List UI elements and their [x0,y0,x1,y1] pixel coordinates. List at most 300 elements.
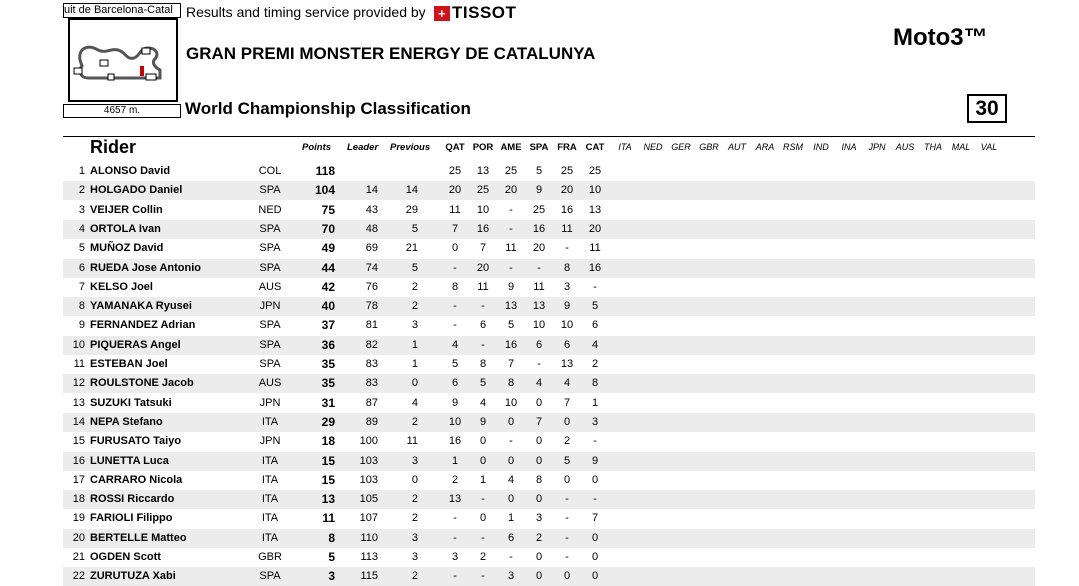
future-race-column-header: GBR [699,142,719,152]
leader-gap-cell: 76 [365,280,378,293]
future-race-column-header: MAL [951,142,971,152]
position-cell: 12 [72,377,85,390]
leader-gap-cell: 103 [359,454,378,467]
leader-gap-cell: 113 [360,551,378,563]
table-row [63,432,1035,451]
race-points-cell: 5 [507,319,515,332]
race-points-cell: 16 [448,435,462,448]
table-row [63,220,1035,239]
swiss-cross-icon: + [434,6,450,21]
race-points-cell: 3 [535,512,543,525]
race-points-cell: 2 [535,531,543,544]
race-points-cell: 2 [563,435,571,448]
rider-name-cell: FARIOLI Filippo [90,512,173,525]
position-cell: 20 [72,531,85,544]
table-row [63,316,1035,335]
race-points-cell: - [453,570,457,583]
rider-name-cell: ESTEBAN Joel [90,358,168,370]
points-column-header: Points [302,142,332,153]
points-cell: 118 [315,164,335,178]
table-row [63,413,1035,432]
race-points-cell: - [453,261,457,274]
race-points-cell: 2 [451,473,459,486]
race-points-cell: 20 [476,261,490,274]
table-row [63,355,1035,374]
race-points-cell: - [481,531,485,544]
race-points-cell: - [481,338,485,351]
race-points-cell: 13 [588,203,602,216]
race-points-cell: 4 [563,377,571,390]
race-points-cell: 4 [535,377,543,390]
points-cell: 35 [321,357,335,371]
race-points-cell: - [509,222,513,235]
points-cell: 49 [321,241,335,256]
nation-cell: JPN [259,435,281,448]
race-points-cell: 5 [535,165,543,177]
race-points-cell: 20 [588,222,602,235]
race-points-cell: 11 [561,222,573,235]
rider-name-cell: ALONSO David [90,165,171,177]
previous-gap-cell: 5 [411,222,418,235]
leader-gap-cell: 87 [365,396,378,409]
race-points-cell: 0 [535,493,543,506]
race-points-cell: 6 [479,319,487,332]
race-points-cell: 0 [479,512,487,525]
race-points-cell: 5 [479,377,487,390]
race-points-cell: 7 [591,512,599,525]
points-cell: 31 [321,395,335,410]
race-column-header: QAT [445,142,465,153]
race-points-cell: - [481,300,485,313]
race-points-cell: 9 [591,454,599,467]
race-points-cell: 1 [451,454,459,467]
table-row [63,548,1035,567]
race-points-cell: 1 [507,512,515,525]
previous-gap-cell: 11 [406,435,418,448]
rider-name-cell: FURUSATO Taiyo [90,435,182,448]
previous-gap-cell: 5 [411,261,418,274]
rider-name-cell: ORTOLA Ivan [90,222,161,235]
previous-gap-cell: 0 [411,377,418,390]
race-points-cell: - [593,435,597,448]
race-points-cell: - [565,551,569,563]
race-points-cell: 4 [591,338,599,351]
position-cell: 11 [73,358,85,370]
race-points-cell: 16 [476,222,490,235]
leader-column-header: Leader [347,142,379,153]
race-points-cell: 10 [476,203,490,216]
race-points-cell: 8 [535,473,543,486]
race-points-cell: 8 [451,280,459,293]
race-column-header: AME [500,142,522,153]
nation-cell: ITA [261,473,279,486]
race-points-cell: 6 [591,319,599,332]
race-points-cell: 0 [535,570,543,583]
section-title: World Championship Classification [185,99,471,118]
points-cell: 18 [321,434,335,449]
race-points-cell: 0 [591,570,599,583]
leader-gap-cell: 103 [359,473,378,486]
race-points-cell: 0 [591,551,599,563]
race-points-cell: - [565,531,569,544]
nation-cell: SPA [259,358,281,370]
table-row [63,259,1035,278]
race-points-cell: 0 [535,454,543,467]
nation-cell: GBR [258,551,282,563]
position-cell: 15 [72,435,85,448]
points-cell: 5 [328,550,335,564]
race-points-cell: 4 [451,338,459,351]
race-points-cell: 20 [560,184,574,197]
race-points-cell: 0 [563,570,571,583]
table-row [63,471,1035,490]
race-column-header: FRA [557,142,577,153]
position-cell: 17 [72,473,85,486]
previous-column-header: Previous [390,142,431,153]
table-row [63,162,1035,181]
rider-name-cell: ROSSI Riccardo [90,493,175,506]
race-points-cell: 10 [532,319,546,332]
position-cell: 16 [72,454,85,467]
points-cell: 11 [322,511,335,526]
rider-name-cell: ZURUTUZA Xabi [90,570,176,583]
race-points-cell: 0 [535,435,543,448]
nation-cell: ITA [261,531,279,544]
rider-name-cell: BERTELLE Matteo [90,531,187,544]
points-cell: 3 [328,569,335,584]
position-cell: 2 [78,184,85,197]
race-points-cell: 8 [507,377,515,390]
previous-gap-cell: 4 [411,396,418,409]
nation-cell: COL [258,165,282,177]
rider-name-cell: RUEDA Jose Antonio [90,261,202,274]
race-points-cell: - [481,570,485,583]
nation-cell: JPN [259,396,281,409]
race-points-cell: 7 [535,415,543,428]
leader-gap-cell: 43 [365,203,378,216]
points-cell: 42 [321,279,335,294]
rider-name-cell: KELSO Joel [90,280,153,293]
previous-gap-cell: 3 [411,551,418,563]
race-points-cell: 16 [588,261,602,274]
nation-cell: SPA [259,222,281,235]
rider-name-cell: HOLGADO Daniel [90,184,183,197]
race-column-header: CAT [585,142,605,153]
race-points-cell: - [481,493,485,506]
points-cell: 75 [321,202,335,217]
race-points-cell: 0 [535,396,543,409]
race-points-cell: 25 [560,165,574,177]
race-points-cell: 3 [563,280,571,293]
position-cell: 22 [72,570,85,583]
rider-name-cell: MUÑOZ David [90,242,164,255]
leader-gap-cell: 110 [360,531,378,544]
future-race-column-header: GER [671,142,691,152]
race-points-cell: 8 [479,358,487,370]
previous-gap-cell: 2 [411,570,418,583]
previous-gap-cell: 1 [411,358,418,370]
tissot-logo [434,4,516,22]
race-points-cell: - [537,261,541,274]
table-row [63,374,1035,393]
race-points-cell: 9 [563,300,571,313]
previous-gap-cell: 3 [411,319,418,332]
rider-name-cell: VEIJER Collin [90,203,163,216]
race-points-cell: - [453,531,457,544]
table-row [63,567,1035,586]
timing-credit: Results and timing service provided by [186,4,426,20]
points-cell: 13 [321,492,335,507]
race-points-cell: 9 [451,396,459,409]
tissot-logo-text: TISSOT [452,3,517,22]
race-points-cell: 3 [451,551,459,563]
race-points-cell: 11 [505,242,517,255]
table-row [63,452,1035,471]
rider-name-cell: YAMANAKA Ryusei [90,300,192,313]
rider-name-cell: OGDEN Scott [90,551,161,563]
table-row [63,336,1035,355]
race-points-cell: - [593,493,597,506]
track-map-icon [70,20,176,100]
race-points-cell: - [453,319,457,332]
nation-cell: AUS [258,280,282,293]
race-points-cell: 13 [504,300,518,313]
points-cell: 36 [321,337,335,352]
race-points-cell: 10 [560,319,574,332]
points-cell: 8 [328,530,335,545]
position-cell: 13 [72,396,85,409]
leader-gap-cell: 89 [365,415,378,428]
race-points-cell: - [509,203,513,216]
race-points-cell: 9 [507,280,515,293]
future-race-column-header: NED [643,142,663,152]
points-cell: 40 [321,299,335,314]
race-points-cell: 25 [588,165,602,177]
race-points-cell: 11 [477,280,489,293]
nation-cell: SPA [259,242,281,255]
leader-gap-cell: 78 [365,300,378,313]
race-points-cell: 0 [563,415,571,428]
previous-gap-cell: 2 [411,512,418,525]
race-points-cell: 6 [451,377,459,390]
table-row [63,278,1035,297]
nation-cell: JPN [259,300,281,313]
rider-column-header: Rider [90,137,137,157]
race-points-cell: 5 [563,454,571,467]
points-cell: 29 [321,414,335,429]
race-points-cell: 3 [591,415,599,428]
race-points-cell: 20 [448,184,462,197]
race-points-cell: 7 [563,396,571,409]
race-points-cell: 13 [448,493,462,506]
previous-gap-cell: 3 [411,531,418,544]
race-points-cell: 0 [507,454,515,467]
nation-cell: SPA [259,261,281,274]
round-number: 30 [967,94,1007,123]
points-cell: 104 [314,183,335,198]
points-cell: 15 [321,453,335,468]
future-race-column-header: JPN [868,142,886,152]
track-length: 4657 m. [63,104,181,118]
race-points-cell: 1 [479,473,487,486]
race-points-cell: 8 [591,377,599,390]
race-points-cell: 7 [507,358,515,370]
leader-gap-cell: 69 [365,242,378,255]
future-race-column-header: RSM [783,142,803,152]
table-row [63,490,1035,509]
leader-gap-cell: 82 [365,338,378,351]
race-points-cell: 10 [588,184,602,197]
table-row [63,509,1035,528]
race-points-cell: - [453,300,457,313]
previous-gap-cell: 2 [411,300,418,313]
race-points-cell: 1 [591,396,599,409]
future-race-column-header: IND [813,142,829,152]
previous-gap-cell: 2 [411,493,418,506]
leader-gap-cell: 14 [365,184,378,197]
race-points-cell: 2 [591,358,599,370]
race-points-cell: 0 [507,493,515,506]
race-points-cell: 20 [532,242,546,255]
previous-gap-cell: 21 [405,242,418,255]
race-points-cell: 4 [479,396,487,409]
race-points-cell: - [537,358,541,370]
previous-gap-cell: 29 [405,203,418,216]
position-cell: 1 [78,165,85,177]
position-cell: 10 [72,338,85,351]
race-points-cell: 25 [504,165,518,177]
position-cell: 9 [78,319,85,332]
nation-cell: ITA [261,415,279,428]
race-points-cell: 13 [560,358,574,370]
nation-cell: SPA [259,338,281,351]
rider-name-cell: CARRARO Nicola [90,473,183,486]
position-cell: 6 [78,261,85,274]
race-points-cell: 0 [563,473,571,486]
leader-gap-cell: 83 [365,358,378,370]
position-cell: 7 [78,280,85,293]
previous-gap-cell: 0 [411,473,418,486]
race-points-cell: 5 [591,300,599,313]
leader-gap-cell: 107 [359,512,378,525]
points-cell: 15 [321,472,335,487]
race-points-cell: 2 [479,551,487,563]
leader-gap-cell: 105 [359,493,378,506]
nation-cell: ITA [261,512,279,525]
future-race-column-header: AUT [728,142,746,152]
position-cell: 18 [72,493,85,506]
race-points-cell: 25 [448,165,462,177]
rider-name-cell: NEPA Stefano [90,415,163,428]
race-points-cell: 5 [451,358,459,370]
table-row [63,239,1035,258]
race-points-cell: 6 [535,338,543,351]
race-points-cell: 0 [479,435,487,448]
race-points-cell: 6 [563,338,571,351]
nation-cell: SPA [259,570,281,583]
race-points-cell: 6 [507,531,515,544]
track-map [68,18,178,102]
header-divider [63,136,1035,137]
race-points-cell: 16 [560,203,574,216]
race-points-cell: - [565,242,569,255]
table-row [63,394,1035,413]
race-points-cell: 10 [448,415,462,428]
race-points-cell: 16 [504,338,518,351]
position-cell: 21 [72,551,85,563]
race-points-cell: 0 [451,242,459,255]
nation-cell: SPA [259,184,281,197]
points-cell: 44 [321,260,335,275]
race-points-cell: 7 [451,222,459,235]
nation-cell: NED [258,203,282,216]
race-points-cell: 9 [535,184,543,197]
future-race-column-header: THA [924,142,942,152]
race-points-cell: 13 [532,300,546,313]
race-points-cell: - [593,280,597,293]
race-points-cell: 3 [507,570,515,583]
race-points-cell: 16 [532,222,546,235]
race-points-cell: 0 [479,454,487,467]
race-points-cell: 11 [589,242,601,255]
race-points-cell: 8 [563,261,571,274]
rider-name-cell: FERNANDEZ Adrian [90,319,196,332]
race-points-cell: - [509,435,513,448]
leader-gap-cell: 48 [365,222,378,235]
nation-cell: ITA [261,454,279,467]
leader-gap-cell: 115 [360,570,378,583]
table-row [63,529,1035,548]
future-race-column-header: ARA [755,142,775,152]
previous-gap-cell: 2 [411,415,418,428]
race-column-header: POR [472,142,494,153]
rider-name-cell: SUZUKI Tatsuki [90,396,172,409]
rider-name-cell: PIQUERAS Angel [90,338,181,351]
position-cell: 19 [72,512,85,525]
points-cell: 35 [321,376,335,391]
leader-gap-cell: 100 [359,435,378,448]
table-row [63,181,1035,200]
race-points-cell: 0 [535,551,543,563]
race-points-cell: 20 [504,184,518,197]
race-column-header: SPA [529,142,549,153]
future-race-column-header: INA [841,142,857,152]
race-points-cell: 11 [449,203,461,216]
race-points-cell: - [565,512,569,525]
position-cell: 4 [78,222,85,235]
race-points-cell: 0 [507,415,515,428]
race-points-cell: 25 [476,184,490,197]
position-cell: 3 [78,203,85,216]
leader-gap-cell: 81 [365,319,378,332]
previous-gap-cell: 3 [411,454,418,467]
table-row [63,201,1035,220]
future-race-column-header: VAL [980,142,998,152]
leader-gap-cell: 83 [365,377,378,390]
race-points-cell: 0 [591,531,599,544]
race-points-cell: 9 [479,415,487,428]
table-row [63,297,1035,316]
position-cell: 14 [72,415,85,428]
race-points-cell: 7 [479,242,487,255]
nation-cell: AUS [258,377,282,390]
class-title: Moto3™ [893,24,988,51]
previous-gap-cell: 14 [405,184,418,197]
future-race-column-header: AUS [895,142,915,152]
position-cell: 5 [78,242,85,255]
previous-gap-cell: 1 [411,338,418,351]
race-points-cell: - [565,493,569,506]
